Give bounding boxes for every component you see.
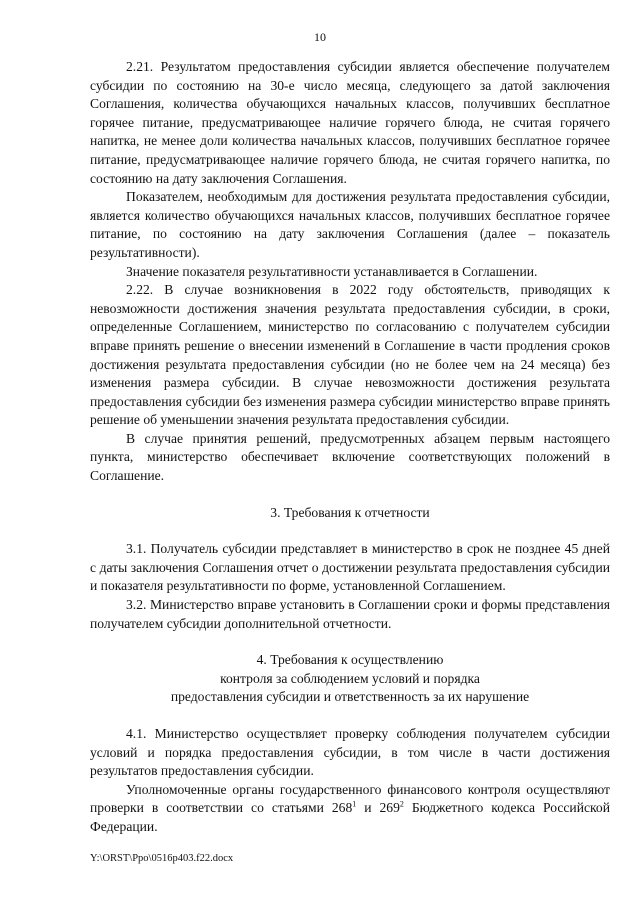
text-before: Уполномоченные органы государственного финансового контроля осуществляют проверки в соответствии со статьями 268 bbox=[90, 781, 610, 816]
section-3-title: 3. Требования к отчетности bbox=[270, 504, 430, 520]
paragraph-2-21: 2.21. Результатом предоставления субсидии является обеспечение получателем субсидии по состоянию на 30-е число месяца, следующего за датой заключения Соглашения, количества обучающихся начальных классов, получивших бесплатное горячее питание, предусматривающее наличие горячего блюда, не считая горячего напитка, не менее доли количества начальных классов, получивших бесплатное горячее питание, предусматривающее наличие горячего блюда, не считая горячего напитка, по состоянию на дату заключения Соглашения. bbox=[90, 59, 610, 186]
file-path-footer: Y:\ORST\Ppo\0516p403.f22.docx bbox=[90, 853, 234, 864]
paragraph-3-2: 3.2. Министерство вправе установить в Соглашении сроки и формы представления получателем субсидии дополнительной отчетности. bbox=[90, 597, 610, 631]
page-number: 10 bbox=[314, 30, 326, 44]
paragraph-control-bodies bbox=[90, 781, 610, 837]
text-middle: и 269 bbox=[356, 800, 400, 816]
paragraph-3-1: 3.1. Получатель субсидии представляет в министерство в срок не позднее 45 дней с даты заключения Соглашения отчет о достижении результата предоставления субсидии и показателя результативности по форме, установленной Соглашением. bbox=[90, 541, 610, 594]
paragraph-decisions: В случае принятия решений, предусмотренных абзацем первым настоящего пункта, министерство обеспечивает включение соответствующих положений в Соглашение. bbox=[90, 430, 610, 484]
paragraph-4-1: 4.1. Министерство осуществляет проверку соблюдения получателем субсидии условий и порядка предоставления субсидии, в том числе в части достижения результатов предоставления субсидии. bbox=[90, 726, 610, 779]
paragraph-indicator-value: Значение показателя результативности устанавливается в Соглашении. bbox=[126, 263, 538, 279]
document-body bbox=[90, 58, 610, 837]
section-4-title-line: 4. Требования к осуществлению bbox=[256, 652, 444, 668]
text-after: Бюджетного кодекса Российской Федерации. bbox=[90, 800, 611, 834]
paragraph-2-22: 2.22. В случае возникновения в 2022 году обстоятельств, приводящих к невозможности достижения значения результата предоставления субсидии, в сроки, определенные Соглашением, министерство по согласованию с получателем субсидии вправе принять решение о внесении изменений в Соглашение в части продления сроков достижения результата предоставления субсидии (но не более чем на 24 месяца) без изменения размера субсидии. В случае невозможности достижения результата предоставления субсидии без изменения размера субсидии министерство вправе принять решение об уменьшении значения результата предоставления субсидии. bbox=[90, 282, 610, 428]
section-4-title-line: контроля за соблюдением условий и порядка bbox=[220, 670, 480, 686]
superscript-1: 1 bbox=[352, 799, 357, 809]
section-4-title-line: предоставления субсидии и ответственность за их нарушение bbox=[170, 689, 530, 705]
section-4-title bbox=[90, 651, 610, 707]
paragraph-indicator: Показателем, необходимым для достижения результата предоставления субсидии, является количество обучающихся начальных классов, получивших бесплатное горячее питание, по состоянию на дату заключения Соглашения (далее – показатель результативности). bbox=[90, 189, 610, 260]
superscript-2: 2 bbox=[399, 799, 404, 809]
